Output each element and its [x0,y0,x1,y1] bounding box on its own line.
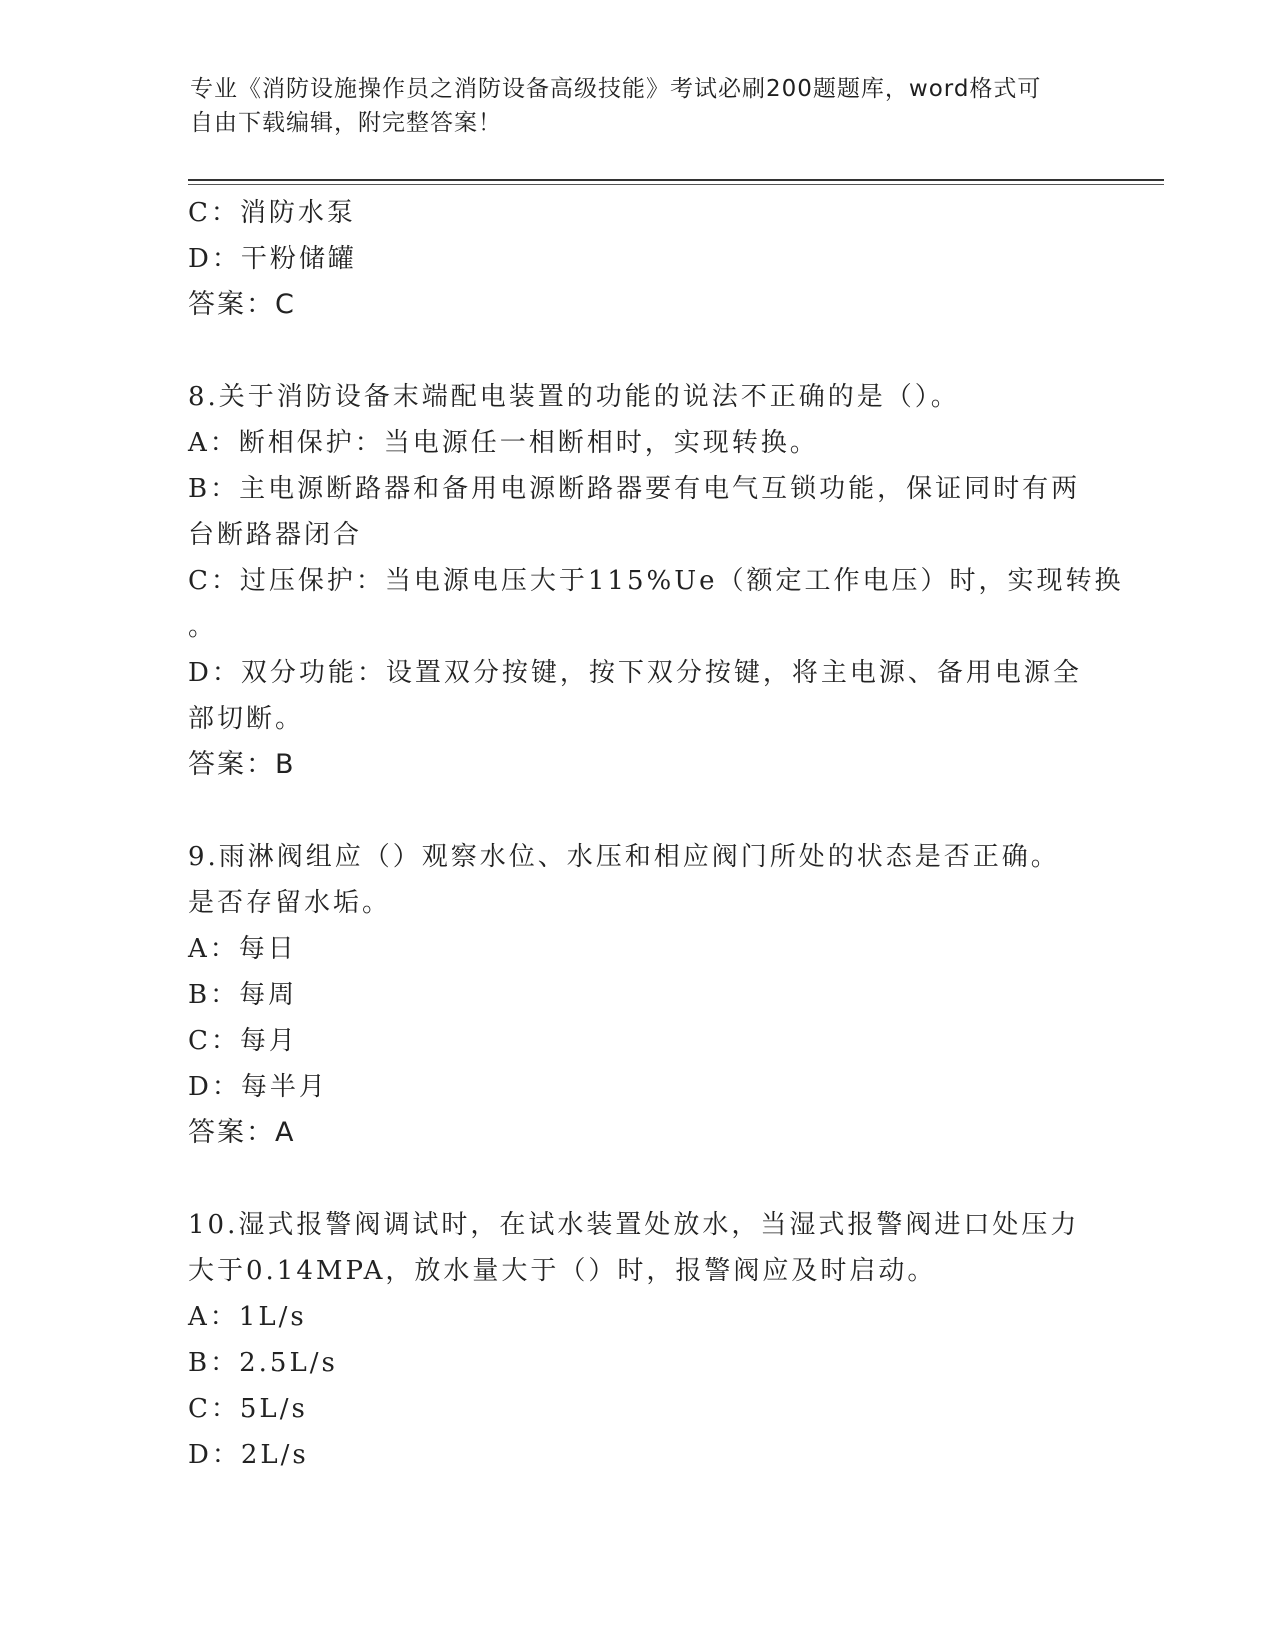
q7-option-d: D：干粉储罐 [188,244,357,274]
q8-option-b-line-1: B：主电源断路器和备用电源断路器要有电气互锁功能，保证同时有两 [188,474,1081,504]
q9-option-b: B：每周 [188,980,298,1010]
q8-option-a: A：断相保护：当电源任一相断相时，实现转换。 [188,428,819,458]
q8-stem: 8.关于消防设备末端配电装置的功能的说法不正确的是（）。 [188,382,960,412]
q9-option-a: A：每日 [188,934,297,964]
q8-option-d-line-2: 部切断。 [188,704,305,734]
spacer [188,328,1088,374]
q10-option-a: A：1L/s [188,1302,307,1332]
q10-option-b: B：2.5L/s [188,1348,338,1378]
q8-option-c-line-2: 。 [188,612,218,642]
q9-stem-line-2: 是否存留水垢。 [188,888,392,918]
q10-option-d: D：2L/s [188,1440,309,1470]
header-line-2: 自由下载编辑，附完整答案！ [190,110,502,136]
q9-option-c: C：每月 [188,1026,298,1056]
header-divider-thin [188,184,1164,185]
q9-stem-line-1: 9.雨淋阀组应（）观察水位、水压和相应阀门所处的状态是否正确。 [188,842,1060,872]
question-content [188,190,1124,1478]
q8-option-d-line-1: D：双分功能：设置双分按键，按下双分按键，将主电源、备用电源全 [188,658,1082,688]
header-line-1: 专业《消防设施操作员之消防设备高级技能》考试必刷200题题库，word格式可 [190,76,1042,102]
document-header [190,72,1090,140]
header-divider-thick [188,179,1164,181]
q7-option-c: C：消防水泵 [188,198,356,228]
q8-answer: 答案：B [188,749,296,780]
q10-stem-line-2: 大于0.14MPA，放水量大于（）时，报警阀应及时启动。 [188,1256,937,1286]
q8-option-b-line-2: 台断路器闭合 [188,520,363,550]
spacer [188,1156,1088,1202]
spacer [188,788,1088,834]
q9-option-d: D：每半月 [188,1072,328,1102]
q10-stem-line-1: 10.湿式报警阀调试时，在试水装置处放水，当湿式报警阀进口处压力 [188,1210,1080,1240]
q7-answer: 答案：C [188,289,296,320]
q9-answer: 答案：A [188,1117,296,1148]
q8-option-c-line-1: C：过压保护：当电源电压大于115%Ue（额定工作电压）时，实现转换 [188,566,1124,596]
q10-option-c: C：5L/s [188,1394,308,1424]
